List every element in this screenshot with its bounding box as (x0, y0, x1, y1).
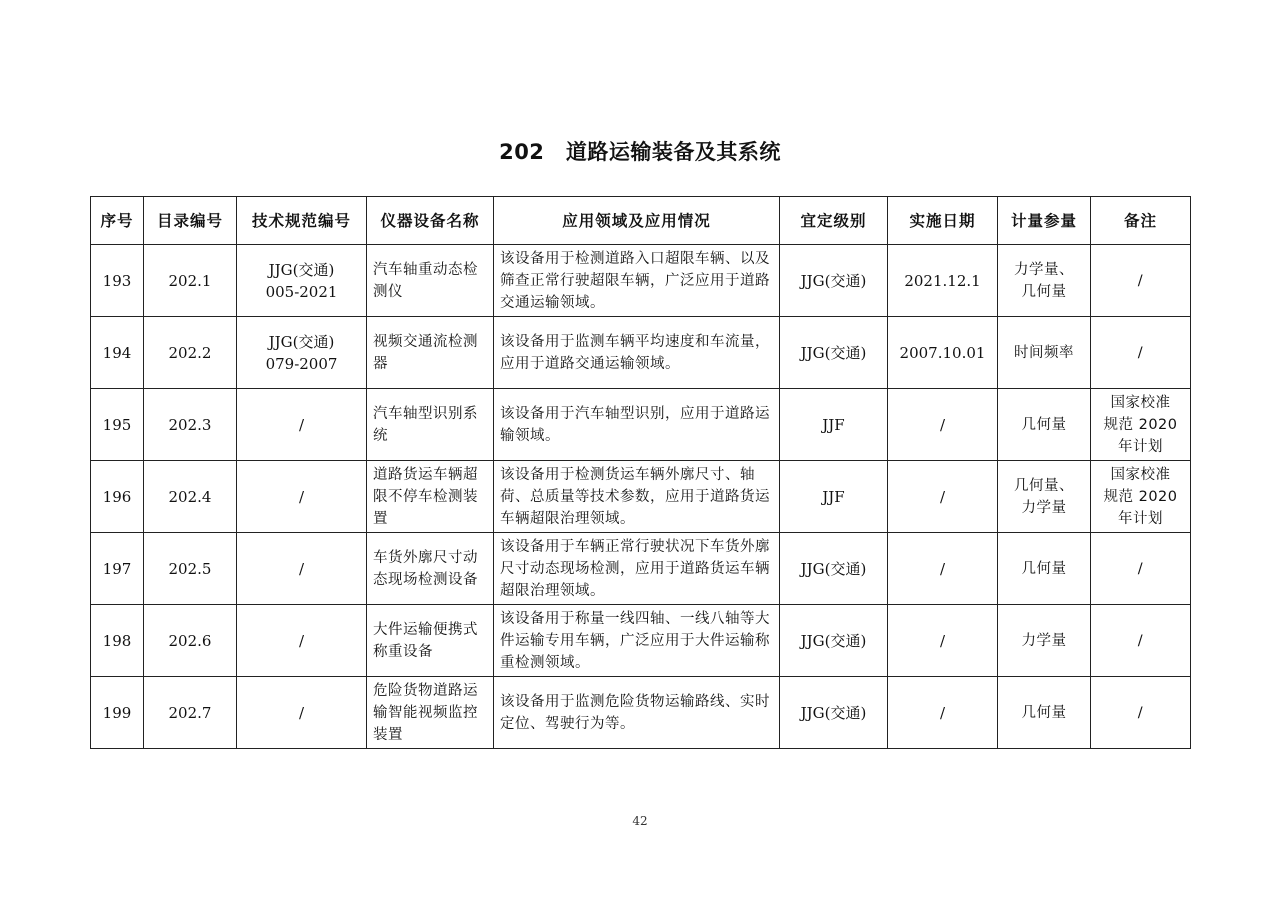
cell-line: / (298, 415, 305, 434)
cell-line: / (1137, 272, 1144, 289)
cell-remark (1091, 245, 1191, 317)
cell-line: 几何量 (1021, 704, 1067, 721)
cell-line: 力学量、 (1014, 261, 1074, 278)
cell-spec-no (237, 533, 367, 605)
cell-seq: 194 (91, 317, 144, 389)
cell-line: 年计划 (1118, 438, 1163, 455)
cell-spec-no (237, 677, 367, 749)
cell-seq: 196 (91, 461, 144, 533)
table-row (91, 389, 1191, 461)
cell-spec-no (237, 389, 367, 461)
page-number: 42 (632, 814, 648, 828)
header-seq: 序号 (91, 197, 144, 245)
cell-params (998, 677, 1091, 749)
cell-line: 规范 2020 (1103, 416, 1178, 433)
cell-line: 时间频率 (1014, 344, 1074, 361)
cell-level: JJG(交通) (780, 317, 888, 389)
cell-line: 力学量 (1021, 632, 1067, 649)
cell-params (998, 533, 1091, 605)
cell-level: JJG(交通) (780, 677, 888, 749)
cell-line: 规范 2020 (1103, 488, 1178, 505)
cell-date: / (888, 533, 998, 605)
cell-seq: 197 (91, 533, 144, 605)
cell-date: / (888, 677, 998, 749)
header-catalog-no: 目录编号 (144, 197, 237, 245)
cell-level: JJF (780, 389, 888, 461)
cell-device-name: 汽车轴重动态检测仪 (367, 245, 494, 317)
cell-line: / (1137, 704, 1144, 721)
cell-seq: 193 (91, 245, 144, 317)
cell-device-name: 危险货物道路运输智能视频监控装置 (367, 677, 494, 749)
page-title: 202 道路运输装备及其系统 (499, 140, 781, 164)
cell-spec-no (237, 245, 367, 317)
cell-params (998, 389, 1091, 461)
cell-line: / (298, 559, 305, 578)
cell-catalog-no: 202.7 (144, 677, 237, 749)
table-row (91, 605, 1191, 677)
cell-line: / (1137, 344, 1144, 361)
cell-line: / (1137, 632, 1144, 649)
cell-line: 079-2007 (265, 354, 338, 373)
cell-device-name: 视频交通流检测器 (367, 317, 494, 389)
table-body (91, 245, 1191, 749)
cell-level: JJG(交通) (780, 245, 888, 317)
cell-params (998, 461, 1091, 533)
header-date: 实施日期 (888, 197, 998, 245)
cell-level: JJF (780, 461, 888, 533)
header-params: 计量参量 (998, 197, 1091, 245)
cell-catalog-no: 202.6 (144, 605, 237, 677)
cell-remark (1091, 677, 1191, 749)
cell-catalog-no: 202.4 (144, 461, 237, 533)
cell-level: JJG(交通) (780, 605, 888, 677)
table-header-row (91, 197, 1191, 245)
cell-remark (1091, 317, 1191, 389)
cell-line: 005-2021 (265, 282, 338, 301)
cell-line: 国家校准 (1110, 394, 1171, 411)
cell-application: 该设备用于检测道路入口超限车辆、以及筛查正常行驶超限车辆，广泛应用于道路交通运输领域。 (494, 245, 780, 317)
cell-date: / (888, 605, 998, 677)
cell-params (998, 317, 1091, 389)
cell-device-name: 大件运输便携式称重设备 (367, 605, 494, 677)
cell-line: / (298, 487, 305, 506)
cell-application: 该设备用于汽车轴型识别，应用于道路运输领域。 (494, 389, 780, 461)
cell-params (998, 245, 1091, 317)
cell-line: / (298, 703, 305, 722)
cell-spec-no (237, 317, 367, 389)
cell-line: 力学量 (1021, 499, 1067, 516)
cell-seq: 195 (91, 389, 144, 461)
cell-line: 几何量 (1021, 416, 1067, 433)
cell-date: / (888, 461, 998, 533)
table-row (91, 461, 1191, 533)
cell-catalog-no: 202.3 (144, 389, 237, 461)
cell-device-name: 车货外廓尺寸动态现场检测设备 (367, 533, 494, 605)
cell-params (998, 605, 1091, 677)
cell-application: 该设备用于监测车辆平均速度和车流量，应用于道路交通运输领域。 (494, 317, 780, 389)
header-device-name: 仪器设备名称 (367, 197, 494, 245)
cell-catalog-no: 202.2 (144, 317, 237, 389)
header-application: 应用领域及应用情况 (494, 197, 780, 245)
cell-catalog-no: 202.5 (144, 533, 237, 605)
header-remark: 备注 (1091, 197, 1191, 245)
cell-device-name: 道路货运车辆超限不停车检测装置 (367, 461, 494, 533)
cell-line: 几何量 (1021, 283, 1067, 300)
cell-line: / (298, 631, 305, 650)
table-row (91, 677, 1191, 749)
cell-line: / (1137, 560, 1144, 577)
header-spec-no: 技术规范编号 (237, 197, 367, 245)
cell-device-name: 汽车轴型识别系统 (367, 389, 494, 461)
cell-application: 该设备用于称量一线四轴、一线八轴等大件运输专用车辆，广泛应用于大件运输称重检测领域。 (494, 605, 780, 677)
catalog-table (90, 196, 1191, 749)
cell-remark (1091, 533, 1191, 605)
cell-line: JJG(交通) (268, 260, 335, 279)
cell-line: 年计划 (1118, 510, 1163, 527)
cell-remark (1091, 461, 1191, 533)
cell-line: 国家校准 (1110, 466, 1171, 483)
cell-line: 几何量 (1021, 560, 1067, 577)
cell-line: 几何量、 (1014, 477, 1074, 494)
table-row (91, 317, 1191, 389)
header-level: 宜定级别 (780, 197, 888, 245)
cell-date: 2021.12.1 (888, 245, 998, 317)
cell-date: / (888, 389, 998, 461)
cell-remark (1091, 605, 1191, 677)
cell-seq: 198 (91, 605, 144, 677)
cell-application: 该设备用于车辆正常行驶状况下车货外廓尺寸动态现场检测，应用于道路货运车辆超限治理领域。 (494, 533, 780, 605)
table-row (91, 533, 1191, 605)
cell-catalog-no: 202.1 (144, 245, 237, 317)
cell-spec-no (237, 605, 367, 677)
cell-application: 该设备用于监测危险货物运输路线、实时定位、驾驶行为等。 (494, 677, 780, 749)
cell-remark (1091, 389, 1191, 461)
cell-application: 该设备用于检测货运车辆外廓尺寸、轴荷、总质量等技术参数，应用于道路货运车辆超限治理领域。 (494, 461, 780, 533)
cell-level: JJG(交通) (780, 533, 888, 605)
cell-date: 2007.10.01 (888, 317, 998, 389)
cell-spec-no (237, 461, 367, 533)
table-row (91, 245, 1191, 317)
cell-line: JJG(交通) (268, 332, 335, 351)
cell-seq: 199 (91, 677, 144, 749)
